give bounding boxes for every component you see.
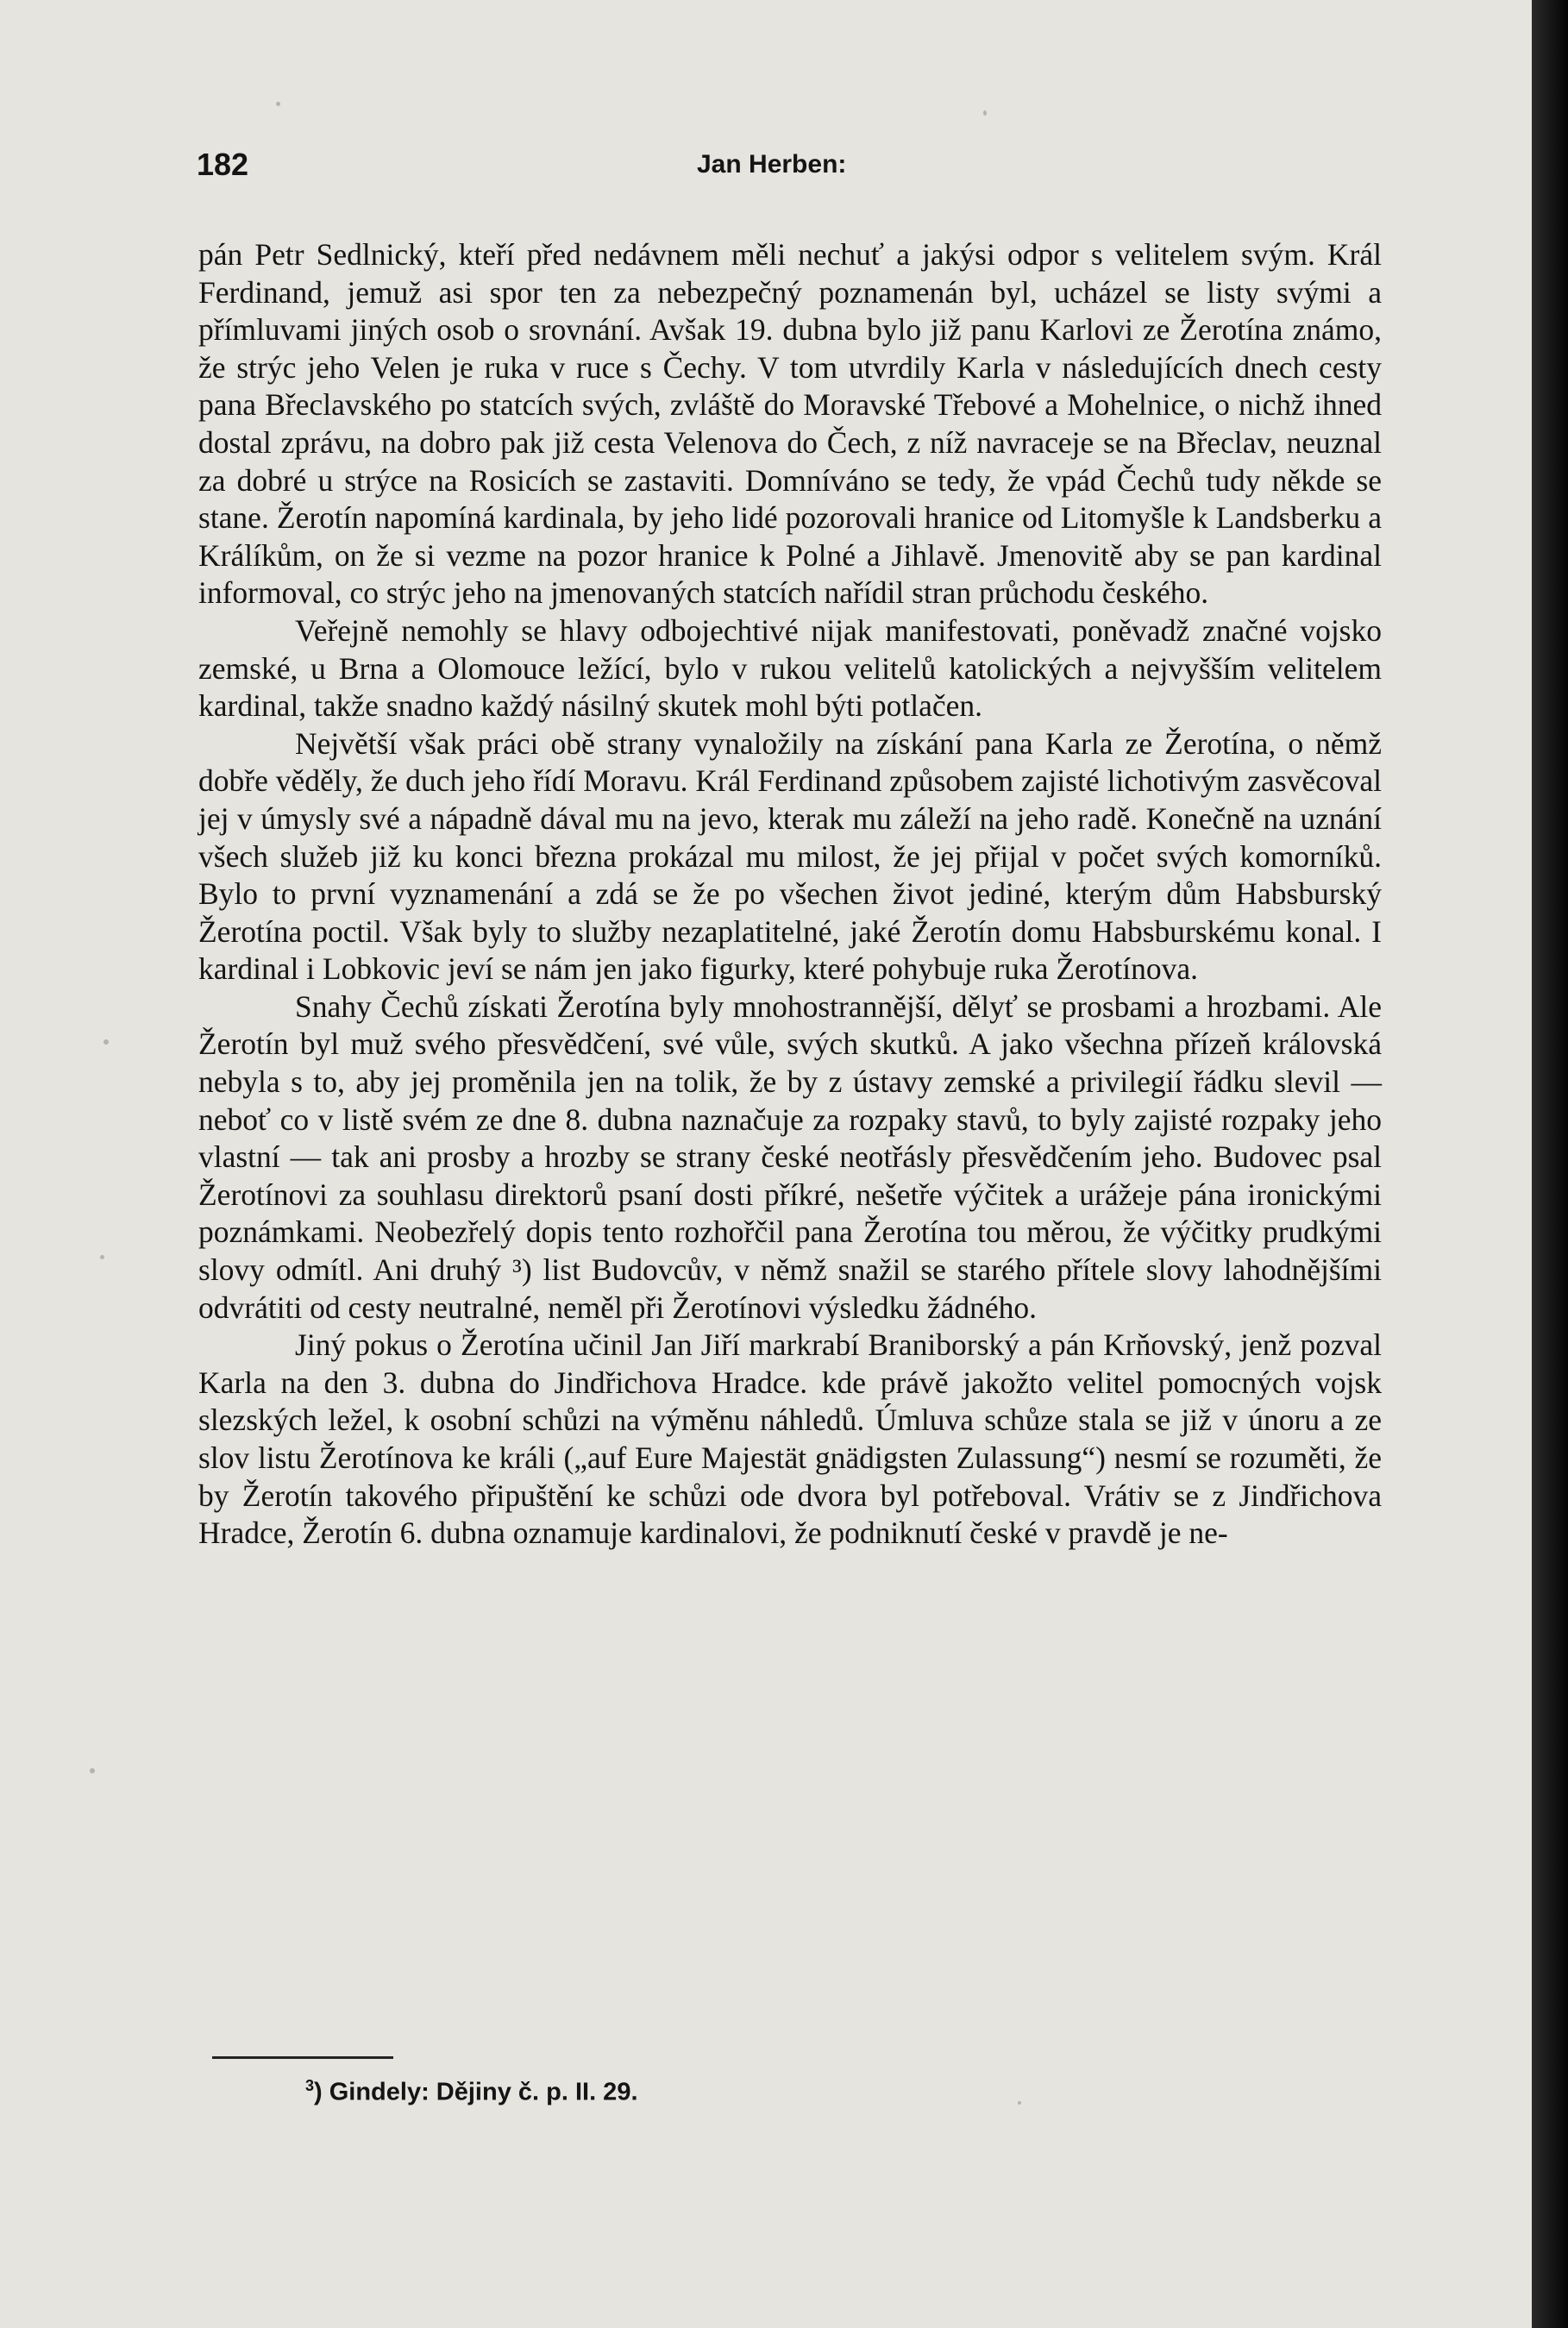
paper-speck — [100, 1255, 104, 1259]
paper-speck — [983, 110, 987, 116]
footnote — [305, 2077, 638, 2107]
paper-speck — [1018, 2101, 1021, 2105]
body-text — [198, 236, 1382, 1553]
page-number: 182 — [197, 147, 249, 182]
scan-edge-shadow — [1532, 0, 1568, 2328]
page-header — [197, 147, 1387, 190]
paper-speck — [276, 102, 280, 106]
footnote-divider — [212, 2056, 393, 2059]
running-head: Jan Herben: — [697, 150, 847, 179]
footnote-text: ) Gindely: Dějiny č. p. II. 29. — [314, 2078, 638, 2106]
footnote-marker: 3 — [305, 2077, 315, 2094]
paper-speck — [90, 1768, 95, 1773]
paragraph: Jiný pokus o Žerotína učinil Jan Jiří markrabí Braniborský a pán Krňovský, jenž pozval Karla na den 3. dubna do Jindřichova Hradce. kde právě jakožto velitel pomocných vojsk slezských ležel, k osobní schůzi na výměnu náhledů. Úmluva schůze stala se již v únoru a ze slov listu Žerotínova ke králi („auf Eure Majestät gnädigsten Zulassung“) nesmí se rozuměti, že by Žerotín takového připuštění ke schůzi ode dvora byl potřeboval. Vrátiv se z Jindřichova Hradce, Žerotín 6. dubna oznamuje kardinalovi, že podniknutí české v pravdě je ne- — [198, 1327, 1382, 1551]
paragraph: Veřejně nemohly se hlavy odbojechtivé nijak manifestovati, poněvadž značné vojsko zemské, u Brna a Olomouce ležící, bylo v rukou velitelů katolických a nejvyšším velitelem kardinal, takže snadno každý násilný skutek mohl býti potlačen. — [198, 612, 1382, 724]
paragraph: Největší však práci obě strany vynaložily na získání pana Karla ze Žerotína, o němž dobře věděly, že duch jeho řídí Moravu. Král Ferdinand způsobem zajisté lichotivým zasvěcoval jej v úmysly své a nápadně dával mu na jevo, kterak mu záleží na jeho radě. Konečně na uznání všech služeb již ku konci března prokázal mu milost, že jej přijal v počet svých komorníků. Bylo to první vyznamenání a zdá se že po všechen život jediné, kterým dům Habsburský Žerotína poctil. Však byly to služby nezaplatitelné, jaké Žerotín domu Habsburskému konal. I kardinal i Lobkovic jeví se nám jen jako figurky, které pohybuje ruka Žerotínova. — [198, 725, 1382, 987]
paragraph: Snahy Čechů získati Žerotína byly mnohostrannější, dělyť se prosbami a hrozbami. Ale Žerotín byl muž svého přesvědčení, své vůle, svých skutků. A jako všechna přízeň královská nebyla s to, aby jej proměnila jen na tolik, že by z ústavy zemské a privilegií řádku slevil — neboť co v listě svém ze dne 8. dubna naznačuje za rozpaky stavů, to byly zajisté rozpaky jeho vlastní — tak ani prosby a hrozby se strany české neotřásly přesvědčením jeho. Budovec psal Žerotínovi za souhlasu direktorů psaní dosti příkré, nešetře výčitek a urážeje pána ironickými poznámkami. Neobezřelý dopis tento rozhořčil pana Žerotína tou měrou, že výčitky prudkými slovy odmítl. Ani druhý ³) list Budovcův, v němž snažil se starého přítele slovy lahodnějšími odvrátiti od cesty neutralné, neměl při Žerotínovi výsledku žádného. — [198, 988, 1382, 1325]
paragraph: pán Petr Sedlnický, kteří před nedávnem měli nechuť a jakýsi odpor s velitelem svým. Král Ferdinand, jemuž asi spor ten za nebezpečný poznamenán byl, ucházel se listy svými a přímluvami jiných osob o srovnání. Avšak 19. dubna bylo již panu Karlovi ze Žerotína známo, že strýc jeho Velen je ruka v ruce s Čechy. V tom utvrdily Karla v následujících dnech cesty pana Břeclavského po statcích svých, zvláště do Moravské Třebové a Mohelnice, o nichž ihned dostal zprávu, na dobro pak již cesta Velenova do Čech, z níž navraceje se na Břeclav, neuznal za dobré u strýce na Rosicích se zastaviti. Domníváno se tedy, že vpád Čechů tudy někde se stane. Žerotín napomíná kardinala, by jeho lidé pozorovali hranice od Litomyšle k Landsberku a Králíkům, on že si vezme na pozor hranice k Polné a Jihlavě. Jmenovitě aby se pan kardinal informoval, co strýc jeho na jmenovaných statcích nařídil stran průchodu českého. — [198, 237, 1382, 611]
paper-speck — [103, 1039, 109, 1045]
